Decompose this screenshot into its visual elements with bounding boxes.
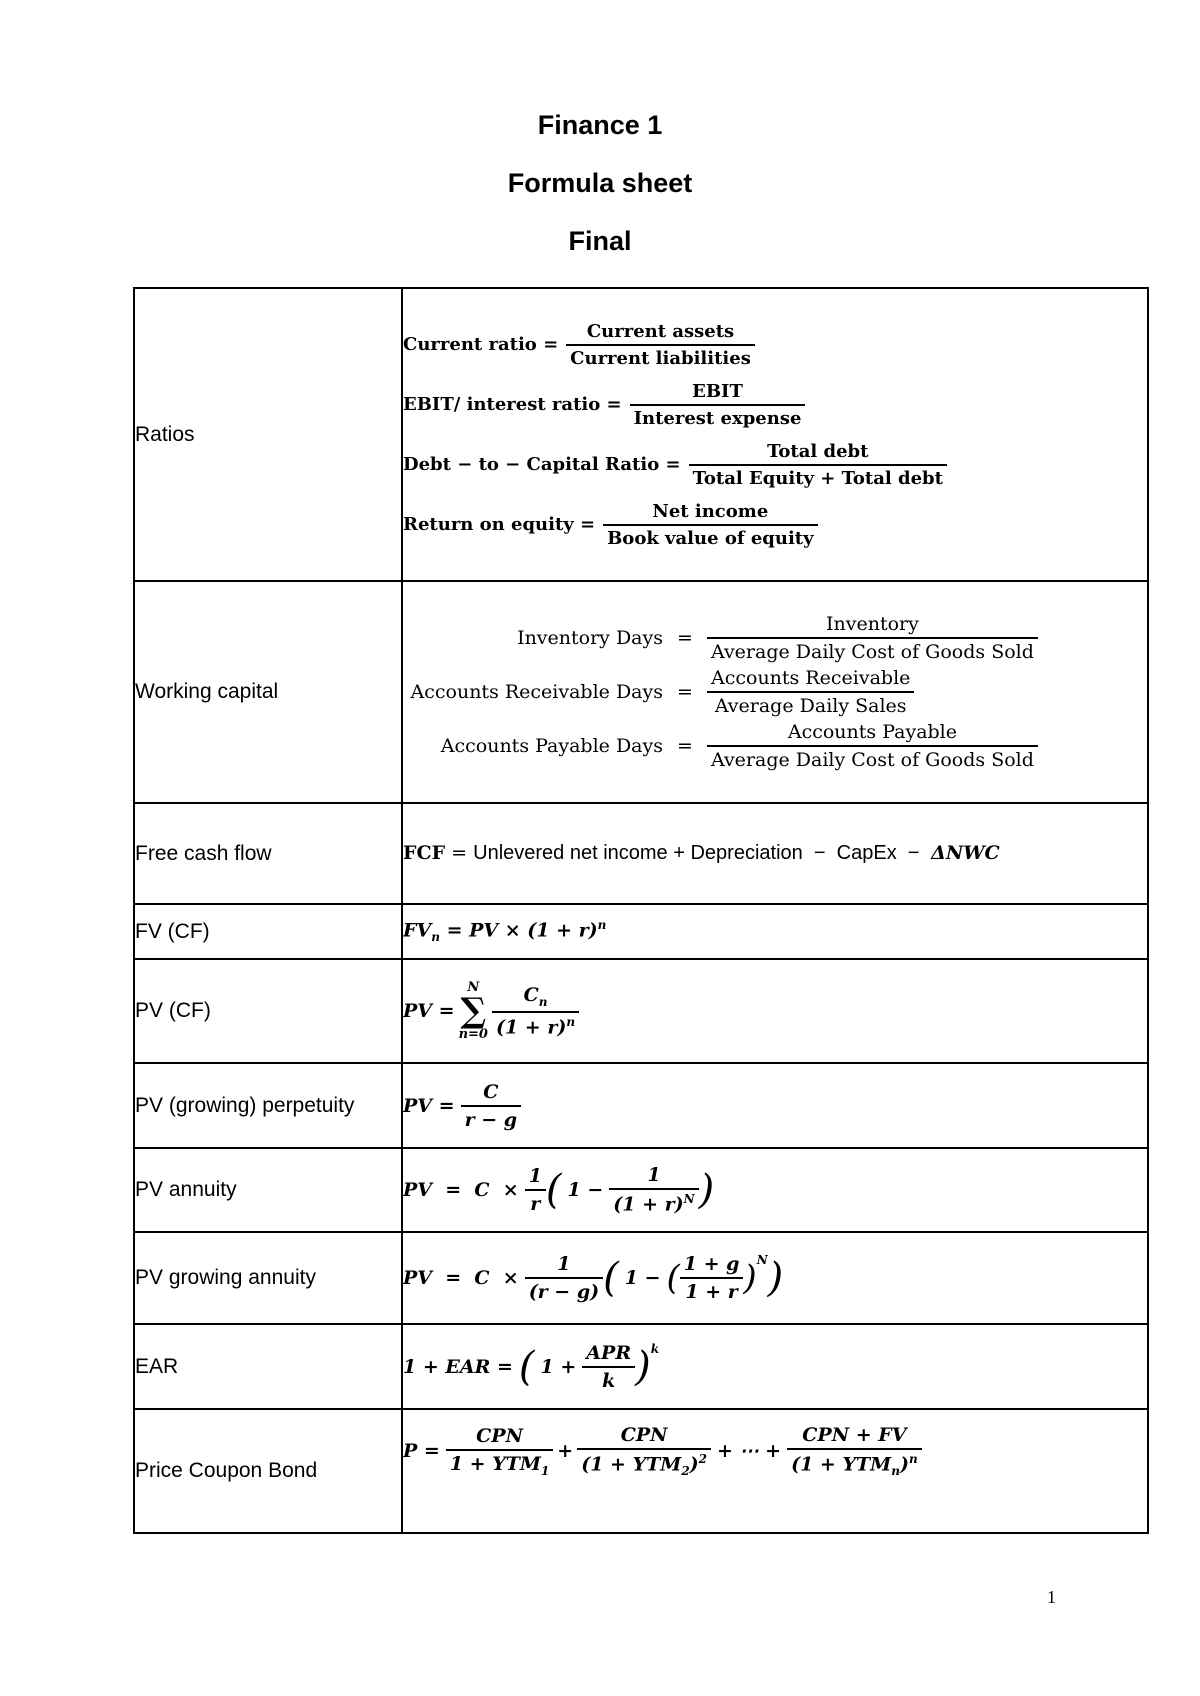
row-label: PV (CF) [134,959,402,1063]
title-block [0,112,1200,255]
perpetuity-formula: PV = $\frac{C}{r - g}$ [402,1063,1148,1148]
ratios-formulas [402,288,1148,581]
ar-days-formula: Accounts Receivable Days = $\frac{\text{Accounts Receivable}}{\text{Average Daily Sales}}$ [403,667,1147,717]
table-row-fv [134,904,1148,959]
ebit-interest-ratio-formula: EBIT/ interest ratio = $\frac{\text{EBIT}}{\text{Interest expense}}$ [403,381,1147,429]
working-capital-formulas [402,581,1148,803]
fv-formula: $FV_n$ = PV × $(1 + r)^n$ [402,904,1148,959]
table-row-ear [134,1324,1148,1409]
row-label: FV (CF) [134,904,402,959]
row-label: PV growing annuity [134,1232,402,1324]
fcf-formula: FCF = Unlevered net income + Depreciation − CapEx − ΔNWC [402,803,1148,904]
bond-formula: P = $\frac{\text{CPN}}{1 + YTM_1}$ + $\frac{\text{CPN}}{(1 + YTM_2)^2}$ + ⋯ + $\frac{\text{CPN + FV}}{(1 + YTM_n)^n}$ [402,1409,1148,1533]
table-row-growing-annuity [134,1232,1148,1324]
current-ratio-formula: Current ratio = $\frac{\text{Current assets}}{\text{Current liabilities}}$ [403,321,1147,369]
table-row-pv [134,959,1148,1063]
row-label: EAR [134,1324,402,1409]
row-label: Free cash flow [134,803,402,904]
table-row-working-capital [134,581,1148,803]
table-row-ratios [134,288,1148,581]
row-label: Price Coupon Bond [134,1409,402,1533]
ap-days-formula: Accounts Payable Days = $\frac{\text{Accounts Payable}}{\text{Average Daily Cost of Goods Sold}}$ [403,721,1147,771]
table-row-free-cash-flow [134,803,1148,904]
row-label: Ratios [134,288,402,581]
growing-annuity-formula: PV = C × $\frac{1}{(r - g)}$ ( 1 − ( $\frac{1 + g}{1 + r}$ ) $^N$ ) [402,1232,1148,1324]
table-row-annuity [134,1148,1148,1232]
ear-formula: 1 + EAR = ( 1 + $\frac{\text{APR}}{k}$ ) $^k$ [402,1324,1148,1409]
summation-icon: N ∑ n=0 [458,980,488,1042]
row-label: PV (growing) perpetuity [134,1063,402,1148]
row-label: PV annuity [134,1148,402,1232]
pv-formula: PV = N ∑ n=0 $\frac{C_n}{(1 + r)^n}$ [402,959,1148,1063]
doc-title: Finance 1 [537,110,663,140]
inventory-days-formula: Inventory Days = $\frac{\text{Inventory}}{\text{Average Daily Cost of Goods Sold}}$ [403,613,1147,663]
row-label: Working capital [134,581,402,803]
table-row-perpetuity [134,1063,1148,1148]
table-row-bond [134,1409,1148,1533]
return-on-equity-formula: Return on equity = $\frac{\text{Net income}}{\text{Book value of equity}}$ [403,501,1147,549]
doc-subtitle: Formula sheet [507,168,693,198]
debt-to-capital-formula: Debt − to − Capital Ratio = $\frac{\text{Total debt}}{\text{Total Equity + Total debt}}$ [403,441,1147,489]
doc-exam-label: Final [568,226,632,256]
page-number: 1 [1047,1587,1056,1607]
formula-table [133,287,1149,1534]
annuity-formula: PV = C × $\frac{1}{r}$ ( 1 − $\frac{1}{(1 + r)^N}$ ) [402,1148,1148,1232]
